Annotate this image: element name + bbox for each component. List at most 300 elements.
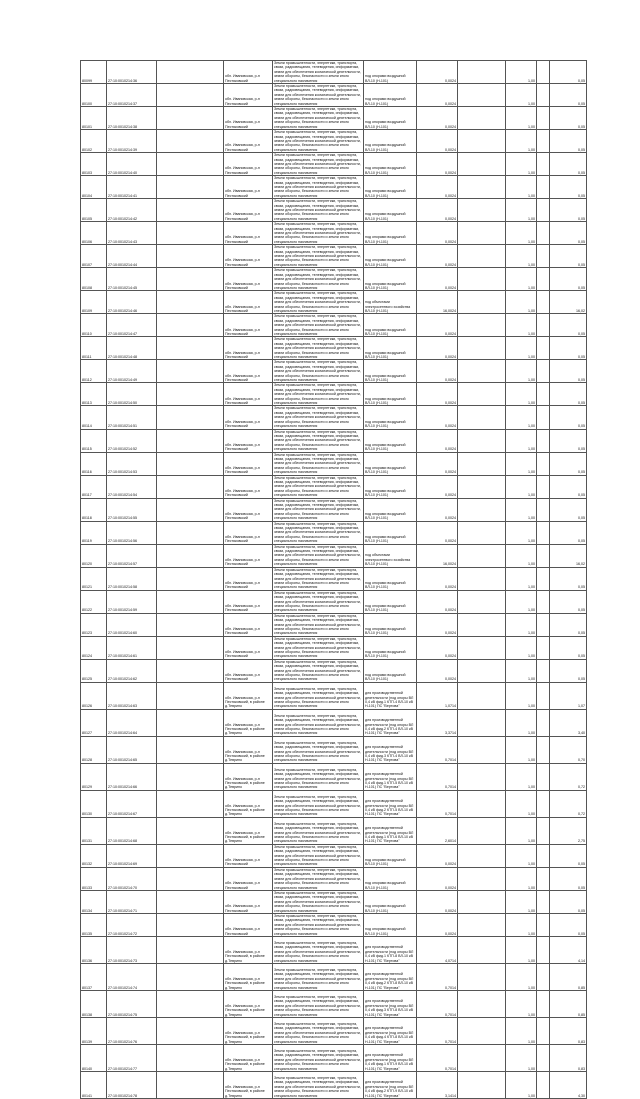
tax-sum: 0,72 <box>550 763 587 790</box>
table-row <box>81 763 587 790</box>
blank-cell <box>537 544 550 567</box>
blank-cell <box>157 867 224 890</box>
plot-area: 0,0024 <box>417 199 458 222</box>
cadastral-number: 27:10:0010214:78 <box>107 1071 157 1098</box>
rate-value: 1,00 <box>506 567 537 590</box>
plot-area: 3,3714 <box>417 709 458 736</box>
blank-cell <box>537 222 550 245</box>
plot-id: 80115 <box>81 429 107 452</box>
plot-address: обл. Ивановская, р-н Пестяковский, в районе д.Теврино <box>224 936 273 963</box>
land-category: Земли промышленности, энергетики, транспорта, связи, радиовещания, телевидения, информатики, земли для обеспечения космической деятельности, земли обороны, безопасности и земли иного специального назначения <box>273 763 364 790</box>
plot-address: обл. Ивановская, р-н Пестяковский <box>224 84 273 107</box>
tax-sum: 0,05 <box>550 567 587 590</box>
permitted-use: под опорами воздушной ВЛ-10 (Н-101) <box>364 199 417 222</box>
land-category: Земли промышленности, энергетики, транспорта, связи, радиовещания, телевидения, информатики, земли для обеспечения космической деятельности, земли обороны, безопасности и земли иного специального назначения <box>273 682 364 709</box>
table-row <box>81 590 587 613</box>
cadastral-number: 27:10:0010214:45 <box>107 268 157 291</box>
plot-area: 0,0024 <box>417 890 458 913</box>
tax-sum: 0,05 <box>550 913 587 936</box>
land-category: Земли промышленности, энергетики, транспорта, связи, радиовещания, телевидения, информатики, земли для обеспечения космической деятельности, земли обороны, безопасности и земли иного специального назначения <box>273 936 364 963</box>
plot-area: 16,0024 <box>417 291 458 314</box>
table-row <box>81 130 587 153</box>
permitted-use: для производственной деятельности (под опоры ВЛ 0,4 кВ фид.1 КТП-4 ВЛ-10 кВ Н-101) ПС "Вертова" <box>364 682 417 709</box>
plot-id: 80130 <box>81 790 107 817</box>
plot-address: обл. Ивановская, р-н Пестяковский <box>224 636 273 659</box>
cadastral-number: 27:10:0010214:37 <box>107 84 157 107</box>
blank-cell <box>458 990 506 1017</box>
table-row <box>81 222 587 245</box>
table-row <box>81 314 587 337</box>
plot-area: 0,0024 <box>417 659 458 682</box>
land-category: Земли промышленности, энергетики, транспорта, связи, радиовещания, телевидения, информатики, земли для обеспечения космической деятельности, земли обороны, безопасности и земли иного специального назначения <box>273 1071 364 1098</box>
rate-value: 1,00 <box>506 736 537 763</box>
rate-value: 1,00 <box>506 199 537 222</box>
plot-address: обл. Ивановская, р-н Пестяковский <box>224 844 273 867</box>
table-row <box>81 84 587 107</box>
cadastral-number: 27:10:0010214:70 <box>107 867 157 890</box>
blank-cell <box>537 1071 550 1098</box>
blank-cell <box>537 867 550 890</box>
blank-cell <box>458 268 506 291</box>
plot-id: 80132 <box>81 844 107 867</box>
blank-cell <box>157 314 224 337</box>
blank-cell <box>537 736 550 763</box>
blank-cell <box>157 360 224 383</box>
blank-cell <box>157 659 224 682</box>
land-category: Земли промышленности, энергетики, транспорта, связи, радиовещания, телевидения, информатики, земли для обеспечения космической деятельности, земли обороны, безопасности и земли иного специального назначения <box>273 521 364 544</box>
rate-value: 1,00 <box>506 61 537 84</box>
plot-id: 80133 <box>81 867 107 890</box>
permitted-use: под опорами воздушной ВЛ-10 (Н-101) <box>364 176 417 199</box>
plot-id: 80107 <box>81 245 107 268</box>
plot-area: 4,0714 <box>417 936 458 963</box>
permitted-use: под опорами воздушной ВЛ-10 (Н-101) <box>364 613 417 636</box>
blank-cell <box>157 936 224 963</box>
table-row <box>81 337 587 360</box>
tax-sum: 0,05 <box>550 383 587 406</box>
blank-cell <box>157 567 224 590</box>
permitted-use: для производственной деятельности (под опоры ВЛ 0,4 кВ фид.1 КТП-5 ВЛ-10 кВ Н-101) ПС "Вертова" <box>364 763 417 790</box>
blank-cell <box>458 736 506 763</box>
rate-value: 1,00 <box>506 291 537 314</box>
rate-value: 1,00 <box>506 990 537 1017</box>
tax-sum: 0,83 <box>550 1044 587 1071</box>
tax-sum: 0,05 <box>550 84 587 107</box>
plot-area: 0,0024 <box>417 429 458 452</box>
blank-cell <box>458 475 506 498</box>
plot-address: обл. Ивановская, р-н Пестяковский <box>224 890 273 913</box>
plot-id: 80110 <box>81 314 107 337</box>
table-row <box>81 817 587 844</box>
table-row <box>81 452 587 475</box>
table-row <box>81 636 587 659</box>
rate-value: 1,00 <box>506 709 537 736</box>
cadastral-number: 27:10:0010214:46 <box>107 291 157 314</box>
land-category: Земли промышленности, энергетики, транспорта, связи, радиовещания, телевидения, информатики, земли для обеспечения космической деятельности, земли обороны, безопасности и земли иного специального назначения <box>273 61 364 84</box>
table-row <box>81 544 587 567</box>
blank-cell <box>537 567 550 590</box>
plot-id: 80129 <box>81 763 107 790</box>
plot-address: обл. Ивановская, р-н Пестяковский <box>224 268 273 291</box>
blank-cell <box>537 963 550 990</box>
plot-id: 80134 <box>81 890 107 913</box>
plot-id: 80118 <box>81 498 107 521</box>
land-category: Земли промышленности, энергетики, транспорта, связи, радиовещания, телевидения, информатики, земли для обеспечения космической деятельности, земли обороны, безопасности и земли иного специального назначения <box>273 429 364 452</box>
rate-value: 1,00 <box>506 913 537 936</box>
plot-id: 80111 <box>81 337 107 360</box>
plot-address: обл. Ивановская, р-н Пестяковский, в районе д.Теврино <box>224 1044 273 1071</box>
rate-value: 1,00 <box>506 763 537 790</box>
table-row <box>81 567 587 590</box>
plot-id: 80135 <box>81 913 107 936</box>
blank-cell <box>458 383 506 406</box>
plot-address: обл. Ивановская, р-н Пестяковский <box>224 590 273 613</box>
plot-area: 0,0024 <box>417 521 458 544</box>
rate-value: 1,00 <box>506 817 537 844</box>
plot-area: 0,7014 <box>417 763 458 790</box>
table-row <box>81 709 587 736</box>
plot-id: 80136 <box>81 936 107 963</box>
table-row <box>81 867 587 890</box>
plot-address: обл. Ивановская, р-н Пестяковский, в районе д.Теврино <box>224 990 273 1017</box>
land-category: Земли промышленности, энергетики, транспорта, связи, радиовещания, телевидения, информатики, земли для обеспечения космической деятельности, земли обороны, безопасности и земли иного специального назначения <box>273 590 364 613</box>
tax-sum: 0,05 <box>550 245 587 268</box>
tax-sum: 0,05 <box>550 337 587 360</box>
blank-cell <box>458 452 506 475</box>
plot-id: 80127 <box>81 709 107 736</box>
blank-cell <box>458 963 506 990</box>
land-category: Земли промышленности, энергетики, транспорта, связи, радиовещания, телевидения, информатики, земли для обеспечения космической деятельности, земли обороны, безопасности и земли иного специального назначения <box>273 383 364 406</box>
rate-value: 1,00 <box>506 360 537 383</box>
permitted-use: под опорами воздушной ВЛ-10 (Н-101) <box>364 890 417 913</box>
plot-id: 80138 <box>81 990 107 1017</box>
tax-sum: 0,70 <box>550 736 587 763</box>
plot-area: 0,0024 <box>417 498 458 521</box>
tax-sum: 0,85 <box>550 990 587 1017</box>
land-category: Земли промышленности, энергетики, транспорта, связи, радиовещания, телевидения, информатики, земли для обеспечения космической деятельности, земли обороны, безопасности и земли иного специального назначения <box>273 314 364 337</box>
permitted-use: под объектами электросетевого хозяйства ВЛ-10 (Н-101) <box>364 544 417 567</box>
plot-address: обл. Ивановская, р-н Пестяковский, в районе д.Теврино <box>224 709 273 736</box>
land-category: Земли промышленности, энергетики, транспорта, связи, радиовещания, телевидения, информатики, земли для обеспечения космической деятельности, земли обороны, безопасности и земли иного специального назначения <box>273 963 364 990</box>
plot-id: 80114 <box>81 406 107 429</box>
plot-id: 80120 <box>81 544 107 567</box>
blank-cell <box>537 452 550 475</box>
plot-area: 0,0024 <box>417 268 458 291</box>
tax-sum: 0,05 <box>550 590 587 613</box>
tax-sum: 0,83 <box>550 1017 587 1044</box>
blank-cell <box>537 337 550 360</box>
blank-cell <box>537 913 550 936</box>
blank-cell <box>537 659 550 682</box>
plot-id: 80100 <box>81 84 107 107</box>
blank-cell <box>157 790 224 817</box>
plot-id: 80112 <box>81 360 107 383</box>
plot-address: обл. Ивановская, р-н Пестяковский <box>224 337 273 360</box>
plot-id: 80122 <box>81 590 107 613</box>
plot-address: обл. Ивановская, р-н Пестяковский <box>224 245 273 268</box>
blank-cell <box>458 429 506 452</box>
tax-sum: 0,05 <box>550 867 587 890</box>
table-row <box>81 1071 587 1098</box>
plot-area: 0,0024 <box>417 176 458 199</box>
land-category: Земли промышленности, энергетики, транспорта, связи, радиовещания, телевидения, информатики, земли для обеспечения космической деятельности, земли обороны, безопасности и земли иного специального назначения <box>273 567 364 590</box>
land-category: Земли промышленности, энергетики, транспорта, связи, радиовещания, телевидения, информатики, земли для обеспечения космической деятельности, земли обороны, безопасности и земли иного специального назначения <box>273 176 364 199</box>
table-row <box>81 936 587 963</box>
land-category: Земли промышленности, энергетики, транспорта, связи, радиовещания, телевидения, информатики, земли для обеспечения космической деятельности, земли обороны, безопасности и земли иного специального назначения <box>273 245 364 268</box>
plot-id: 80131 <box>81 817 107 844</box>
permitted-use: под опорами воздушной ВЛ-10 (Н-101) <box>364 383 417 406</box>
cadastral-number: 27:10:0010214:66 <box>107 763 157 790</box>
blank-cell <box>537 429 550 452</box>
rate-value: 1,00 <box>506 1017 537 1044</box>
blank-cell <box>537 844 550 867</box>
tax-sum: 0,05 <box>550 452 587 475</box>
blank-cell <box>537 475 550 498</box>
blank-cell <box>157 291 224 314</box>
blank-cell <box>458 890 506 913</box>
land-category: Земли промышленности, энергетики, транспорта, связи, радиовещания, телевидения, информатики, земли для обеспечения космической деятельности, земли обороны, безопасности и земли иного специального назначения <box>273 844 364 867</box>
tax-sum: 0,05 <box>550 199 587 222</box>
land-category: Земли промышленности, энергетики, транспорта, связи, радиовещания, телевидения, информатики, земли для обеспечения космической деятельности, земли обороны, безопасности и земли иного специального назначения <box>273 291 364 314</box>
blank-cell <box>458 817 506 844</box>
permitted-use: под опорами воздушной ВЛ-10 (Н-101) <box>364 314 417 337</box>
cadastral-number: 27:10:0010214:52 <box>107 429 157 452</box>
plot-address: обл. Ивановская, р-н Пестяковский <box>224 567 273 590</box>
plot-address: обл. Ивановская, р-н Пестяковский <box>224 61 273 84</box>
cadastral-number: 27:10:0010214:76 <box>107 1017 157 1044</box>
permitted-use: для производственной деятельности (под опоры ВЛ 0,4 кВ фид.1 КТП-8 ВЛ-10 кВ Н-101) ПС "Вертова" <box>364 936 417 963</box>
blank-cell <box>157 1044 224 1071</box>
rate-value: 1,00 <box>506 337 537 360</box>
cadastral-number: 27:10:0010214:51 <box>107 406 157 429</box>
blank-cell <box>458 844 506 867</box>
blank-cell <box>537 636 550 659</box>
cadastral-number: 27:10:0010214:48 <box>107 337 157 360</box>
plot-address: обл. Ивановская, р-н Пестяковский <box>224 153 273 176</box>
blank-cell <box>537 406 550 429</box>
blank-cell <box>157 544 224 567</box>
blank-cell <box>458 867 506 890</box>
blank-cell <box>157 337 224 360</box>
permitted-use: под опорами воздушной ВЛ-10 (Н-101) <box>364 636 417 659</box>
blank-cell <box>458 222 506 245</box>
plot-area: 0,0024 <box>417 130 458 153</box>
rate-value: 1,00 <box>506 544 537 567</box>
rate-value: 1,00 <box>506 245 537 268</box>
tax-sum: 0,05 <box>550 222 587 245</box>
table-row <box>81 844 587 867</box>
blank-cell <box>157 383 224 406</box>
land-category: Земли промышленности, энергетики, транспорта, связи, радиовещания, телевидения, информатики, земли для обеспечения космической деятельности, земли обороны, безопасности и земли иного специального назначения <box>273 360 364 383</box>
land-category: Земли промышленности, энергетики, транспорта, связи, радиовещания, телевидения, информатики, земли для обеспечения космической деятельности, земли обороны, безопасности и земли иного специального назначения <box>273 659 364 682</box>
blank-cell <box>458 245 506 268</box>
blank-cell <box>458 84 506 107</box>
blank-cell <box>157 709 224 736</box>
tax-sum: 0,05 <box>550 61 587 84</box>
plot-id: 80128 <box>81 736 107 763</box>
blank-cell <box>157 107 224 130</box>
rate-value: 1,00 <box>506 153 537 176</box>
rate-value: 1,00 <box>506 222 537 245</box>
plot-id: 80123 <box>81 613 107 636</box>
cadastral-number: 27:10:0010214:59 <box>107 590 157 613</box>
plot-area: 0,7014 <box>417 736 458 763</box>
cadastral-number: 27:10:0010214:49 <box>107 360 157 383</box>
blank-cell <box>157 199 224 222</box>
blank-cell <box>458 199 506 222</box>
plot-id: 80137 <box>81 963 107 990</box>
cadastral-number: 27:10:0010214:77 <box>107 1044 157 1071</box>
rate-value: 1,00 <box>506 130 537 153</box>
plot-address: обл. Ивановская, р-н Пестяковский <box>224 659 273 682</box>
cadastral-number: 27:10:0010214:75 <box>107 990 157 1017</box>
plot-address: обл. Ивановская, р-н Пестяковский, в районе д.Теврино <box>224 1071 273 1098</box>
blank-cell <box>537 763 550 790</box>
cadastral-number: 27:10:0010214:42 <box>107 199 157 222</box>
rate-value: 1,00 <box>506 107 537 130</box>
cadastral-number: 27:10:0010214:72 <box>107 913 157 936</box>
rate-value: 1,00 <box>506 84 537 107</box>
plot-id: 80124 <box>81 636 107 659</box>
plot-area: 0,0024 <box>417 636 458 659</box>
table-row <box>81 790 587 817</box>
tax-sum: 0,05 <box>550 406 587 429</box>
rate-value: 1,00 <box>506 636 537 659</box>
plot-id: 80105 <box>81 199 107 222</box>
permitted-use: для производственной деятельности (под опоры ВЛ 0,4 кВ фид.1 КТП-9 ВЛ-10 кВ Н-101) ПС "Вертова" <box>364 1044 417 1071</box>
land-category: Земли промышленности, энергетики, транспорта, связи, радиовещания, телевидения, информатики, земли для обеспечения космической деятельности, земли обороны, безопасности и земли иного специального назначения <box>273 913 364 936</box>
rate-value: 1,00 <box>506 498 537 521</box>
permitted-use: под опорами воздушной ВЛ-10 (Н-101) <box>364 130 417 153</box>
rate-value: 1,00 <box>506 790 537 817</box>
blank-cell <box>537 314 550 337</box>
plot-address: обл. Ивановская, р-н Пестяковский <box>224 867 273 890</box>
table-row <box>81 682 587 709</box>
blank-cell <box>458 936 506 963</box>
blank-cell <box>458 130 506 153</box>
tax-sum: 4,14 <box>550 936 587 963</box>
blank-cell <box>157 1017 224 1044</box>
land-category: Земли промышленности, энергетики, транспорта, связи, радиовещания, телевидения, информатики, земли для обеспечения космической деятельности, земли обороны, безопасности и земли иного специального назначения <box>273 636 364 659</box>
plot-area: 0,0024 <box>417 475 458 498</box>
blank-cell <box>157 153 224 176</box>
land-category: Земли промышленности, энергетики, транспорта, связи, радиовещания, телевидения, информатики, земли для обеспечения космической деятельности, земли обороны, безопасности и земли иного специального назначения <box>273 736 364 763</box>
plot-id: 80117 <box>81 475 107 498</box>
cadastral-number: 27:10:0010214:64 <box>107 709 157 736</box>
plot-area: 0,7014 <box>417 990 458 1017</box>
plot-id: 80125 <box>81 659 107 682</box>
land-category: Земли промышленности, энергетики, транспорта, связи, радиовещания, телевидения, информатики, земли для обеспечения космической деятельности, земли обороны, безопасности и земли иного специального назначения <box>273 817 364 844</box>
rate-value: 1,00 <box>506 383 537 406</box>
tax-sum: 0,05 <box>550 890 587 913</box>
permitted-use: под опорами воздушной ВЛ-10 (Н-101) <box>364 222 417 245</box>
blank-cell <box>157 130 224 153</box>
permitted-use: под опорами воздушной ВЛ-10 (Н-101) <box>364 245 417 268</box>
tax-sum: 0,05 <box>550 107 587 130</box>
tax-sum: 3,40 <box>550 709 587 736</box>
blank-cell <box>458 406 506 429</box>
land-category: Земли промышленности, энергетики, транспорта, связи, радиовещания, телевидения, информатики, земли для обеспечения космической деятельности, земли обороны, безопасности и земли иного специального назначения <box>273 268 364 291</box>
plot-area: 0,0024 <box>417 867 458 890</box>
plot-address: обл. Ивановская, р-н Пестяковский <box>224 107 273 130</box>
permitted-use: под опорами воздушной ВЛ-10 (Н-101) <box>364 61 417 84</box>
table-row <box>81 736 587 763</box>
blank-cell <box>458 360 506 383</box>
rate-value: 1,00 <box>506 406 537 429</box>
permitted-use: под опорами воздушной ВЛ-10 (Н-101) <box>364 913 417 936</box>
cadastral-number: 27:10:0010214:62 <box>107 659 157 682</box>
permitted-use: для производственной деятельности (под опоры ВЛ 0,4 кВ фид.2 КТП-4 ВЛ-10 кВ Н-101) ПС "Вертова" <box>364 709 417 736</box>
blank-cell <box>537 291 550 314</box>
tax-sum: 0,05 <box>550 130 587 153</box>
plot-id: 80126 <box>81 682 107 709</box>
blank-cell <box>157 521 224 544</box>
tax-sum: 16,02 <box>550 291 587 314</box>
plot-address: обл. Ивановская, р-н Пестяковский <box>224 498 273 521</box>
tax-sum: 1,07 <box>550 682 587 709</box>
plot-address: обл. Ивановская, р-н Пестяковский, в районе д.Теврино <box>224 736 273 763</box>
tax-sum: 0,05 <box>550 521 587 544</box>
plot-address: обл. Ивановская, р-н Пестяковский <box>224 176 273 199</box>
blank-cell <box>537 176 550 199</box>
permitted-use: под опорами воздушной ВЛ-10 (Н-101) <box>364 429 417 452</box>
cadastral-number: 27:10:0010214:43 <box>107 222 157 245</box>
land-category: Земли промышленности, энергетики, транспорта, связи, радиовещания, телевидения, информатики, земли для обеспечения космической деятельности, земли обороны, безопасности и земли иного специального назначения <box>273 406 364 429</box>
tax-sum: 0,05 <box>550 314 587 337</box>
plot-id: 80121 <box>81 567 107 590</box>
rate-value: 1,00 <box>506 452 537 475</box>
blank-cell <box>157 176 224 199</box>
rate-value: 1,00 <box>506 314 537 337</box>
land-category: Земли промышленности, энергетики, транспорта, связи, радиовещания, телевидения, информатики, земли для обеспечения космической деятельности, земли обороны, безопасности и земли иного специального назначения <box>273 199 364 222</box>
permitted-use: под объектами электросетевого хозяйства ВЛ-10 (Н-101) <box>364 291 417 314</box>
blank-cell <box>157 406 224 429</box>
cadastral-number: 27:10:0010214:55 <box>107 498 157 521</box>
plot-address: обл. Ивановская, р-н Пестяковский, в районе д.Теврино <box>224 682 273 709</box>
plot-address: обл. Ивановская, р-н Пестяковский, в районе д.Теврино <box>224 790 273 817</box>
table-row <box>81 990 587 1017</box>
table-row <box>81 383 587 406</box>
permitted-use: под опорами воздушной ВЛ-10 (Н-101) <box>364 153 417 176</box>
blank-cell <box>537 936 550 963</box>
rate-value: 1,00 <box>506 682 537 709</box>
blank-cell <box>537 990 550 1017</box>
blank-cell <box>458 1017 506 1044</box>
tax-sum: 0,05 <box>550 659 587 682</box>
blank-cell <box>458 636 506 659</box>
blank-cell <box>458 498 506 521</box>
land-category: Земли промышленности, энергетики, транспорта, связи, радиовещания, телевидения, информатики, земли для обеспечения космической деятельности, земли обороны, безопасности и земли иного специального назначения <box>273 709 364 736</box>
permitted-use: под опорами воздушной ВЛ-10 (Н-101) <box>364 406 417 429</box>
plot-area: 0,0024 <box>417 222 458 245</box>
table-row <box>81 176 587 199</box>
plot-area: 2,6014 <box>417 817 458 844</box>
cadastral-number: 27:10:0010214:73 <box>107 936 157 963</box>
blank-cell <box>157 990 224 1017</box>
rate-value: 1,00 <box>506 1044 537 1071</box>
land-category: Земли промышленности, энергетики, транспорта, связи, радиовещания, телевидения, информатики, земли для обеспечения космической деятельности, земли обороны, безопасности и земли иного специального назначения <box>273 1017 364 1044</box>
permitted-use: под опорами воздушной ВЛ-10 (Н-101) <box>364 498 417 521</box>
table-row <box>81 61 587 84</box>
tax-sum: 0,05 <box>550 153 587 176</box>
plot-area: 0,0024 <box>417 844 458 867</box>
plot-area: 0,7014 <box>417 1044 458 1071</box>
land-category: Земли промышленности, энергетики, транспорта, связи, радиовещания, телевидения, информатики, земли для обеспечения космической деятельности, земли обороны, безопасности и земли иного специального назначения <box>273 475 364 498</box>
plot-id: 80113 <box>81 383 107 406</box>
plot-address: обл. Ивановская, р-н Пестяковский <box>224 383 273 406</box>
blank-cell <box>458 567 506 590</box>
table-row <box>81 613 587 636</box>
